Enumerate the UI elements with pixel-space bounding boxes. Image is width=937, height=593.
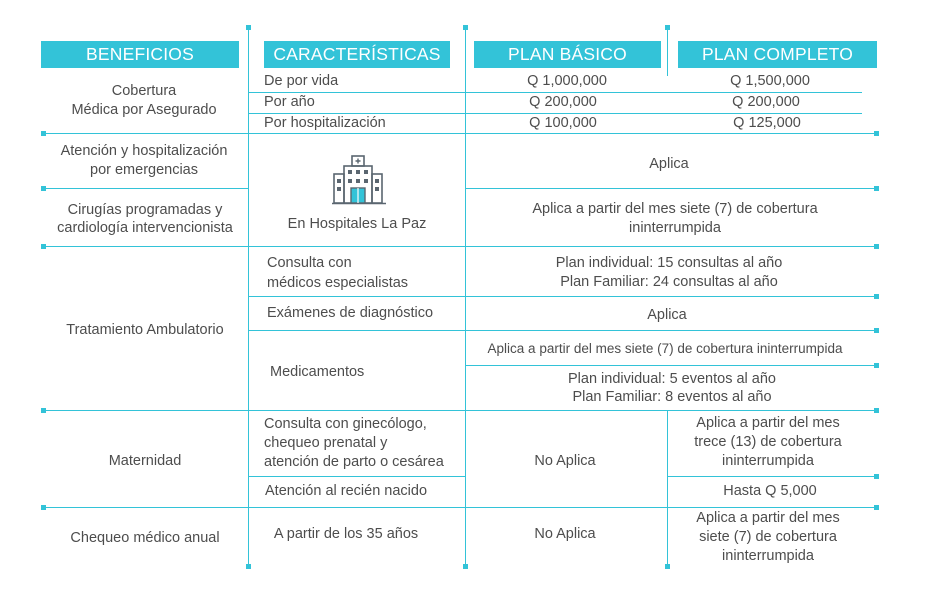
ambulatorio-consulta-value-2: Plan Familiar: 24 consultas al año xyxy=(560,274,778,290)
hline-mat-mid xyxy=(248,476,465,477)
dot xyxy=(874,131,879,136)
ambulatorio-consulta-value-1: Plan individual: 15 consultas al año xyxy=(555,255,783,271)
header-plan-basico: PLAN BÁSICO xyxy=(474,41,661,68)
ambulatorio-label: Tratamiento Ambulatorio xyxy=(66,322,224,338)
dot xyxy=(41,408,46,413)
maternidad-completo1-2: trece (13) de cobertura xyxy=(694,434,842,450)
ambulatorio-consulta-2: médicos especialistas xyxy=(267,275,409,291)
ambulatorio-examenes: Exámenes de diagnóstico xyxy=(267,305,434,321)
ambulatorio-medicamentos-value-b1: Plan individual: 5 eventos al año xyxy=(568,371,776,387)
dot xyxy=(665,564,670,569)
header-caracteristicas: CARACTERÍSTICAS xyxy=(264,41,450,68)
cobertura-row-2-caracteristica: Por año xyxy=(264,94,315,110)
maternidad-label: Maternidad xyxy=(108,453,182,469)
maternidad-item1-2: chequeo prenatal y xyxy=(264,435,388,451)
ambulatorio-medicamentos-value-a: Aplica a partir del mes siete (7) de cobertura ininterrumpida xyxy=(487,341,843,356)
header-plan-completo: PLAN COMPLETO xyxy=(678,41,877,68)
hline-amb-1 xyxy=(248,296,876,297)
vline-1 xyxy=(248,27,249,567)
dot xyxy=(41,186,46,191)
cobertura-label-2: Médica por Asegurado xyxy=(71,102,217,118)
hline-amb-2 xyxy=(248,330,876,331)
ambulatorio-examenes-value: Aplica xyxy=(647,307,687,323)
cobertura-label-1: Cobertura xyxy=(111,83,177,99)
emergencias-label-2: por emergencias xyxy=(90,162,198,178)
cobertura-row-3-basico: Q 100,000 xyxy=(529,115,597,131)
maternidad-item2: Atención al recién nacido xyxy=(265,483,428,499)
dot xyxy=(874,328,879,333)
hline-section-2 xyxy=(43,246,876,247)
dot xyxy=(874,474,879,479)
cobertura-row-2-completo: Q 200,000 xyxy=(732,94,800,110)
ambulatorio-medicamentos-value-b2: Plan Familiar: 8 eventos al año xyxy=(572,389,772,405)
cirugias-value-1: Aplica a partir del mes siete (7) de cobertura xyxy=(532,201,818,217)
dot xyxy=(463,25,468,30)
dot xyxy=(41,244,46,249)
dot xyxy=(41,131,46,136)
dot xyxy=(41,505,46,510)
chequeo-label: Chequeo médico anual xyxy=(70,530,220,546)
chequeo-basico: No Aplica xyxy=(534,526,596,542)
ambulatorio-consulta-1: Consulta con xyxy=(267,255,352,271)
cirugias-label-2: cardiología intervencionista xyxy=(57,220,233,236)
hospitales-label: En Hospitales La Paz xyxy=(287,216,427,232)
cirugias-label-1: Cirugías programadas y xyxy=(67,202,223,218)
dot xyxy=(874,363,879,368)
header-beneficios: BENEFICIOS xyxy=(41,41,239,68)
chequeo-completo-1: Aplica a partir del mes xyxy=(696,510,840,526)
ambulatorio-medicamentos: Medicamentos xyxy=(270,364,365,380)
hline-amb-3 xyxy=(465,365,876,366)
chequeo-caracteristica: A partir de los 35 años xyxy=(273,526,419,542)
cobertura-row-3-completo: Q 125,000 xyxy=(733,115,801,131)
cobertura-row-1-completo: Q 1,500,000 xyxy=(730,73,810,89)
hospital-icon xyxy=(332,155,386,205)
emergencias-label-1: Atención y hospitalización xyxy=(60,143,228,159)
dot xyxy=(874,408,879,413)
maternidad-basico: No Aplica xyxy=(534,453,596,469)
vline-2 xyxy=(465,27,466,567)
maternidad-completo1-1: Aplica a partir del mes xyxy=(696,415,840,431)
dot xyxy=(246,25,251,30)
maternidad-item1-1: Consulta con ginecólogo, xyxy=(264,416,427,432)
cobertura-row-1-caracteristica: De por vida xyxy=(264,73,339,89)
cobertura-row-1-basico: Q 1,000,000 xyxy=(527,73,607,89)
chequeo-completo-3: ininterrumpida xyxy=(722,548,814,564)
maternidad-completo1-3: ininterrumpida xyxy=(722,453,814,469)
dot xyxy=(874,186,879,191)
cobertura-row-2-basico: Q 200,000 xyxy=(529,94,597,110)
maternidad-completo2: Hasta Q 5,000 xyxy=(723,483,817,499)
cirugias-value-2: ininterrumpida xyxy=(629,220,721,236)
dot xyxy=(246,564,251,569)
maternidad-item1-3: atención de parto o cesárea xyxy=(264,454,444,470)
dot xyxy=(665,25,670,30)
dot xyxy=(874,505,879,510)
hline-section-4 xyxy=(43,507,876,508)
vline-3b xyxy=(667,410,668,567)
cobertura-row-3-caracteristica: Por hospitalización xyxy=(264,115,386,131)
hline-emerg-right xyxy=(465,188,876,189)
hline-emerg-left xyxy=(43,188,248,189)
hline-section-3 xyxy=(43,410,876,411)
dot xyxy=(874,244,879,249)
vline-3a xyxy=(667,27,668,76)
hline-mat-right xyxy=(667,476,876,477)
chequeo-completo-2: siete (7) de cobertura xyxy=(699,529,837,545)
dot xyxy=(874,294,879,299)
emergencias-value: Aplica xyxy=(649,156,689,172)
dot xyxy=(463,564,468,569)
